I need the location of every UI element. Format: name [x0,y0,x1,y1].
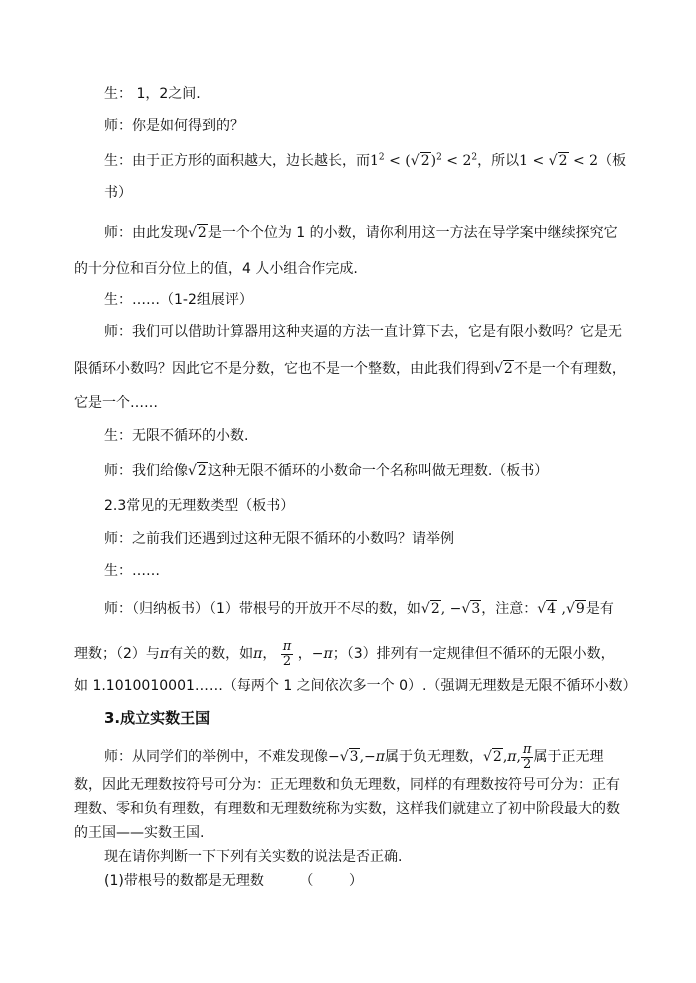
fraction-pi-over-2: $\frac{\pi}{2}$ [282,638,292,669]
text-line: 生：……（1-2组展评） [104,292,253,308]
text-line: 师：你是如何得到的？ [104,118,244,134]
text-fragment: 生：由于正方形的面积越大，边长越长，而 [104,153,370,169]
text-line-with-math: 师：从同学们的举例中，不难发现像−√3,−π属于负无理数，√2,π, $\frac{\pi}{2}$ 属于正无理 [104,741,604,772]
math-inequality: 1 < √2 < 2 [519,153,599,169]
text-line-with-fraction: 理数；（2）与π有关的数，如π， $\frac{\pi}{2}$ ，−π；（3）排列有一定规律但不循环的无限小数， [74,638,615,669]
text-line: 师：之前我们还遇到过这种无限不循环的小数吗？请举例 [104,531,454,547]
text-line: 师：我们可以借助计算器用这种夹逼的方法一直计算下去，它是有限小数吗？它是无 [104,324,622,340]
text-line: 生：…… [104,563,160,579]
text-line-with-root: 师：由此发现√2是一个个位为 1 的小数，请你利用这一方法在导学案中继续探究它 [104,225,618,241]
sqrt-expression: √2 [188,463,207,479]
section-heading: 3.成立实数王国 [104,709,211,727]
text-line: 它是一个…… [74,395,158,411]
text-line-with-inequality [104,152,626,170]
text-line: 书） [104,185,132,201]
text-line: 的王国——实数王国. [74,825,205,841]
text-line-with-root: 师：我们给像√2这种无限不循环的小数命一个名称叫做无理数.（板书） [104,463,549,479]
sqrt-expression: √2 [188,225,207,241]
text-line-with-roots: 师：（归纳板书）（1）带根号的开放开不尽的数，如√2, −√3，注意：√4 ,√9是有 [104,601,614,617]
text-line: 如 1.1010010001……（每两个 1 之间依次多一个 0）.（强调无理数是无限不循环小数） [74,678,637,694]
text-line: 数，因此无理数按符号可分为：正无理数和负无理数，同样的有理数按符号可分为：正有 [74,777,620,793]
question-item: (1)带根号的数都是无理数 （ ） [104,873,364,889]
text-line: 理数、零和负有理数，有理数和无理数统称为实数，这样我们就建立了初中阶段最大的数 [74,801,620,817]
text-fragment: ，所以 [477,153,520,169]
sqrt-expression: √2 [494,361,513,377]
text-line-with-root: 限循环小数吗？因此它不是分数，它也不是一个整数，由此我们得到√2不是一个有理数， [74,361,626,377]
text-line: 生：无限不循环的小数. [104,428,249,444]
text-line: 生： 1，2之间. [104,86,201,102]
text-line: 的十分位和百分位上的值，4 人小组合作完成. [74,261,358,277]
text-fragment: （板 [598,153,627,169]
text-line: 2.3常见的无理数类型（板书） [104,498,295,514]
text-line: 现在请你判断一下下列有关实数的说法是否正确. [104,849,403,865]
math-inequality: $1^2 < (√2)^2 < 2^2$ [370,152,478,169]
